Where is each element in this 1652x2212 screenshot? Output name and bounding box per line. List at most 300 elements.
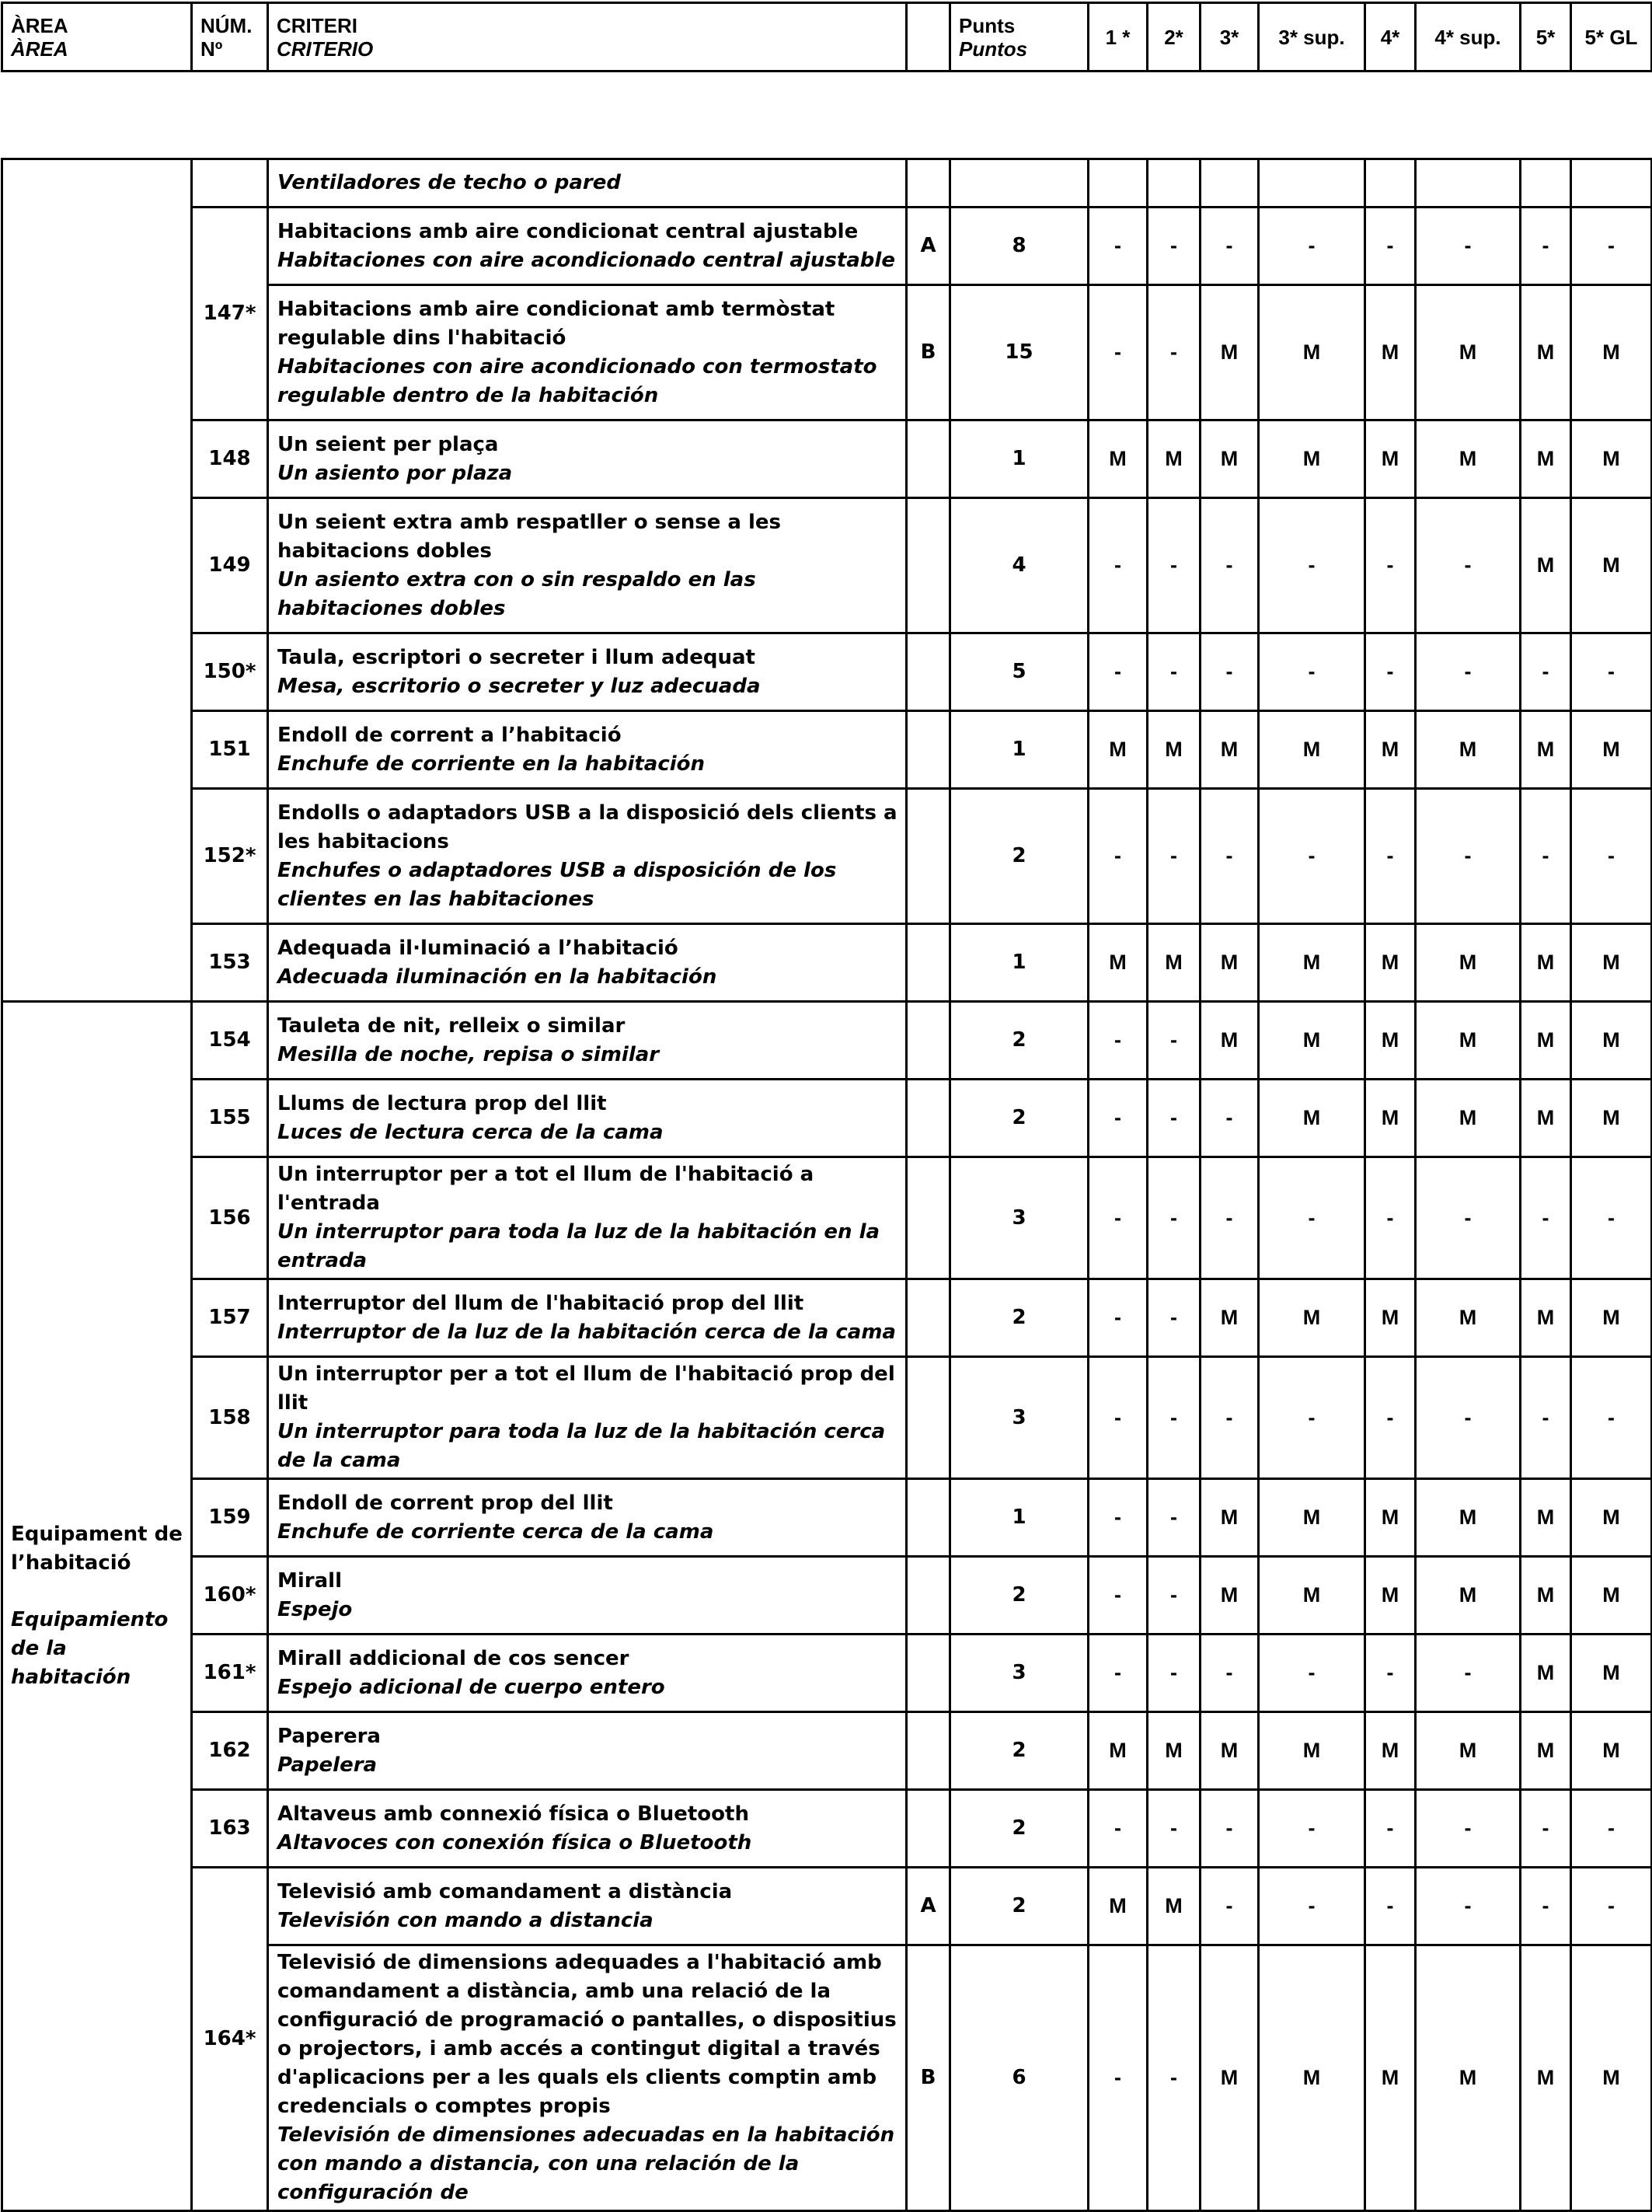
class-value: -: [1571, 1157, 1652, 1279]
class-value: M: [1259, 1712, 1365, 1790]
points-value: 1: [950, 420, 1089, 498]
criterion-text-ca: Habitacions amb aire condicionat amb termòstat regulable dins l'habitació: [277, 297, 835, 350]
option-letter: [907, 1635, 950, 1712]
class-value: M: [1089, 711, 1148, 789]
class-value: M: [1571, 1279, 1652, 1357]
criterion-text-es: Espejo: [277, 1597, 353, 1621]
class-header-5gl: 5* GL: [1571, 3, 1652, 72]
class-value: M: [1521, 1279, 1571, 1357]
criterion-text: [268, 1945, 907, 2211]
criterion-text-ca: Habitacions amb aire condicionat central ajustable: [277, 219, 859, 243]
class-value: M: [1259, 1479, 1365, 1557]
area-label-ca: Equipament de l’habitació: [11, 1523, 183, 1575]
table-row: [2, 1357, 1652, 1479]
criterion-text: [268, 1002, 907, 1080]
class-value: [1089, 159, 1148, 208]
points-value: 2: [950, 789, 1089, 924]
table-row: [2, 1479, 1652, 1557]
class-value: M: [1259, 420, 1365, 498]
class-value: -: [1365, 1868, 1416, 1945]
class-value: -: [1201, 1790, 1259, 1868]
class-value: -: [1089, 285, 1148, 420]
table-row: [2, 1868, 1652, 1945]
class-value: -: [1148, 498, 1201, 633]
class-value: -: [1148, 285, 1201, 420]
class-value: -: [1571, 633, 1652, 711]
criterion-text-ca: Mirall: [277, 1568, 342, 1593]
option-letter: [907, 498, 950, 633]
class-value: M: [1259, 1279, 1365, 1357]
class-header-1: 1 *: [1089, 3, 1148, 72]
class-value: -: [1259, 633, 1365, 711]
class-value: -: [1148, 1279, 1201, 1357]
option-letter: [907, 1557, 950, 1635]
class-value: M: [1416, 1279, 1521, 1357]
criterion-text: [268, 1868, 907, 1945]
class-value: M: [1201, 1479, 1259, 1557]
points-value: 2: [950, 1868, 1089, 1945]
class-value: M: [1571, 1080, 1652, 1157]
class-value: M: [1416, 420, 1521, 498]
class-value: M: [1365, 1557, 1416, 1635]
criterion-text-ca: Endolls o adaptadors USB a la disposició dels clients a les habitacions: [277, 801, 897, 853]
criterion-number: 159: [192, 1479, 268, 1557]
table-row: [2, 1557, 1652, 1635]
header-table: [1, 2, 1652, 72]
criterion-text: [268, 711, 907, 789]
points-value: 3: [950, 1357, 1089, 1479]
class-value: -: [1089, 208, 1148, 285]
class-value: -: [1521, 1157, 1571, 1279]
points-value: 5: [950, 633, 1089, 711]
class-value: -: [1416, 498, 1521, 633]
class-value: M: [1416, 285, 1521, 420]
class-value: [1416, 159, 1521, 208]
class-value: M: [1201, 711, 1259, 789]
class-value: -: [1521, 1357, 1571, 1479]
class-value: M: [1571, 711, 1652, 789]
table-row: [2, 1157, 1652, 1279]
class-value: M: [1201, 420, 1259, 498]
criteria-header: CRITERI CRITERIO: [268, 3, 907, 72]
criterion-text: [268, 1790, 907, 1868]
table-row: [2, 208, 1652, 285]
table-row: [2, 633, 1652, 711]
points-value: 2: [950, 1557, 1089, 1635]
class-value: M: [1259, 1945, 1365, 2211]
class-value: M: [1521, 1945, 1571, 2211]
table-row: [2, 1635, 1652, 1712]
class-value: -: [1571, 1790, 1652, 1868]
criterion-number: 156: [192, 1157, 268, 1279]
class-value: M: [1259, 924, 1365, 1002]
class-value: M: [1201, 285, 1259, 420]
class-value: -: [1089, 789, 1148, 924]
class-value: -: [1201, 498, 1259, 633]
class-value: -: [1089, 1945, 1148, 2211]
table-row: [2, 924, 1652, 1002]
option-letter: [907, 789, 950, 924]
class-value: M: [1365, 1002, 1416, 1080]
criterion-number: 152*: [192, 789, 268, 924]
criterion-text-es: Mesa, escritorio o secreter y luz adecuada: [277, 674, 761, 698]
class-value: [1201, 159, 1259, 208]
criterion-number: 161*: [192, 1635, 268, 1712]
class-value: M: [1201, 924, 1259, 1002]
class-header-5: 5*: [1521, 3, 1571, 72]
class-value: -: [1521, 789, 1571, 924]
class-value: -: [1148, 633, 1201, 711]
points-value: 4: [950, 498, 1089, 633]
area-header: ÀREA ÀREA: [2, 3, 192, 72]
class-value: -: [1148, 789, 1201, 924]
class-value: -: [1571, 789, 1652, 924]
num-header: NÚM. Nº: [192, 3, 268, 72]
class-value: M: [1148, 1712, 1201, 1790]
criterion-text-es: Adecuada iluminación en la habitación: [277, 965, 717, 989]
criterion-number: 149: [192, 498, 268, 633]
option-letter: [907, 1002, 950, 1080]
class-value: -: [1089, 1002, 1148, 1080]
class-value: -: [1571, 1868, 1652, 1945]
area-cell: [2, 159, 192, 1002]
class-value: -: [1416, 1635, 1521, 1712]
criterion-text-ca: Televisió de dimensions adequades a l'habitació amb comandament a distància, amb una relació de la configuració de programació o pantalles, o dispositius o projectors, i amb accés a contingut digital a través d'aplicacions per a les quals els clients comptin amb credencials o comptes propis: [277, 1951, 897, 2118]
points-header: Punts Puntos: [950, 3, 1089, 72]
class-value: -: [1259, 789, 1365, 924]
class-value: -: [1148, 1357, 1201, 1479]
class-value: M: [1571, 1945, 1652, 2211]
criterion-number: 162: [192, 1712, 268, 1790]
criterion-number: 147*: [192, 208, 268, 420]
class-value: -: [1148, 1945, 1201, 2211]
option-letter: B: [907, 285, 950, 420]
class-value: M: [1571, 1479, 1652, 1557]
class-value: M: [1521, 498, 1571, 633]
criterion-text-es: Enchufe de corriente cerca de la cama: [277, 1519, 714, 1544]
class-value: M: [1365, 420, 1416, 498]
class-value: -: [1148, 1002, 1201, 1080]
class-value: M: [1416, 1002, 1521, 1080]
class-value: -: [1201, 1357, 1259, 1479]
class-value: M: [1365, 1279, 1416, 1357]
class-value: M: [1416, 1945, 1521, 2211]
criterion-text-ca: Altaveus amb connexió física o Bluetooth: [277, 1802, 749, 1826]
criterion-text: [268, 1157, 907, 1279]
class-value: -: [1259, 1790, 1365, 1868]
class-value: M: [1365, 1479, 1416, 1557]
criterion-number: 155: [192, 1080, 268, 1157]
criterion-text-es: Espejo adicional de cuerpo entero: [277, 1675, 665, 1699]
criterion-text-es: Interruptor de la luz de la habitación cerca de la cama: [277, 1320, 896, 1344]
area-label-es: Equipamiento de la habitación: [11, 1608, 169, 1689]
criterion-text: [268, 285, 907, 420]
class-value: -: [1521, 1790, 1571, 1868]
class-header-3: 3*: [1201, 3, 1259, 72]
criterion-text-es: Televisión con mando a distancia: [277, 1908, 653, 1932]
option-header: [907, 3, 950, 72]
criterion-text-ca: Un seient per plaça: [277, 432, 499, 456]
points-value: 8: [950, 208, 1089, 285]
criterion-number: 148: [192, 420, 268, 498]
class-value: -: [1416, 633, 1521, 711]
criterion-text-es: Altavoces con conexión física o Bluetooth: [277, 1830, 752, 1854]
class-value: -: [1201, 1868, 1259, 1945]
class-value: -: [1521, 1868, 1571, 1945]
option-letter: B: [907, 1945, 950, 2211]
option-letter: [907, 711, 950, 789]
option-letter: [907, 1080, 950, 1157]
criterion-text-es: Habitaciones con aire acondicionado central ajustable: [277, 248, 895, 272]
class-value: M: [1571, 498, 1652, 633]
criterion-text: [268, 1557, 907, 1635]
criterion-number: 151: [192, 711, 268, 789]
class-value: M: [1365, 1712, 1416, 1790]
class-value: -: [1148, 1157, 1201, 1279]
class-value: M: [1148, 1868, 1201, 1945]
criterion-text-ca: Endoll de corrent a l’habitació: [277, 723, 622, 747]
class-value: M: [1089, 924, 1148, 1002]
class-value: -: [1201, 633, 1259, 711]
criterion-text-ca: Adequada il·luminació a l’habitació: [277, 936, 678, 960]
class-value: M: [1521, 1635, 1571, 1712]
criterion-text-es: Un interruptor para toda la luz de la habitación cerca de la cama: [277, 1420, 886, 1472]
class-value: -: [1521, 633, 1571, 711]
criterion-text-es: Un interruptor para toda la luz de la habitación en la entrada: [277, 1220, 880, 1272]
class-value: -: [1201, 789, 1259, 924]
class-value: M: [1571, 1635, 1652, 1712]
class-value: M: [1521, 285, 1571, 420]
class-value: -: [1089, 1157, 1148, 1279]
class-value: M: [1521, 1479, 1571, 1557]
class-value: M: [1571, 1712, 1652, 1790]
class-value: M: [1201, 1279, 1259, 1357]
option-letter: [907, 1279, 950, 1357]
class-value: -: [1259, 498, 1365, 633]
class-value: M: [1089, 420, 1148, 498]
criteria-rows: [2, 159, 1652, 2211]
criterion-text-ca: Un seient extra amb respatller o sense a les habitacions dobles: [277, 510, 782, 563]
criterion-text: [268, 208, 907, 285]
criterion-text-ca: Paperera: [277, 1724, 381, 1748]
points-value: 1: [950, 924, 1089, 1002]
option-letter: [907, 924, 950, 1002]
criterion-text: [268, 633, 907, 711]
class-header-4sup: 4* sup.: [1416, 3, 1521, 72]
criterion-text: [268, 789, 907, 924]
class-value: -: [1201, 1635, 1259, 1712]
class-header-4: 4*: [1365, 3, 1416, 72]
criterion-text-ca: Endoll de corrent prop del llit: [277, 1491, 613, 1515]
criterion-text-ca: Televisió amb comandament a distància: [277, 1879, 733, 1903]
class-value: M: [1416, 924, 1521, 1002]
class-value: M: [1416, 711, 1521, 789]
table-row: [2, 711, 1652, 789]
criterion-text-ca: Taula, escriptori o secreter i llum adequat: [277, 645, 755, 669]
class-value: -: [1259, 1157, 1365, 1279]
table-row: [2, 1790, 1652, 1868]
class-value: -: [1365, 1157, 1416, 1279]
class-value: [1571, 159, 1652, 208]
class-value: [1521, 159, 1571, 208]
points-value: 15: [950, 285, 1089, 420]
class-value: -: [1089, 1279, 1148, 1357]
criterion-text-es: Luces de lectura cerca de la cama: [277, 1120, 664, 1144]
points-value: 3: [950, 1157, 1089, 1279]
class-value: [1148, 159, 1201, 208]
class-value: -: [1416, 1357, 1521, 1479]
criterion-text: [268, 159, 907, 208]
points-value: 6: [950, 1945, 1089, 2211]
class-value: -: [1365, 1635, 1416, 1712]
table-row: [2, 1279, 1652, 1357]
area-cell: [2, 1002, 192, 2211]
criterion-text-ca: Un interruptor per a tot el llum de l'habitació prop del llit: [277, 1362, 895, 1415]
criterion-number: 158: [192, 1357, 268, 1479]
points-value: 2: [950, 1712, 1089, 1790]
criterion-text: [268, 1479, 907, 1557]
criterion-text-ca: Mirall addicional de cos sencer: [277, 1646, 629, 1670]
option-letter: [907, 1357, 950, 1479]
class-value: M: [1416, 1479, 1521, 1557]
criterion-text-es: Un asiento extra con o sin respaldo en las habitaciones dobles: [277, 567, 756, 620]
criterion-text: [268, 1279, 907, 1357]
criterion-text-es: Mesilla de noche, repisa o similar: [277, 1042, 660, 1066]
class-value: -: [1416, 208, 1521, 285]
criterion-number: 153: [192, 924, 268, 1002]
criterion-number: 157: [192, 1279, 268, 1357]
class-value: M: [1201, 1557, 1259, 1635]
class-value: M: [1416, 1080, 1521, 1157]
class-value: -: [1089, 1479, 1148, 1557]
class-value: -: [1148, 208, 1201, 285]
criterion-text-es: Papelera: [277, 1753, 378, 1777]
criterion-number: [192, 159, 268, 208]
table-row: [2, 159, 1652, 208]
criterion-text: [268, 924, 907, 1002]
table-row: [2, 420, 1652, 498]
class-value: -: [1148, 1790, 1201, 1868]
class-value: -: [1201, 208, 1259, 285]
option-letter: [907, 420, 950, 498]
class-value: -: [1089, 1790, 1148, 1868]
class-value: -: [1365, 208, 1416, 285]
criterion-text-ca: Un interruptor per a tot el llum de l'habitació a l'entrada: [277, 1163, 814, 1215]
class-value: -: [1416, 1790, 1521, 1868]
criterion-text-ca: Tauleta de nit, relleix o similar: [277, 1014, 626, 1038]
class-value: M: [1571, 1557, 1652, 1635]
points-value: 2: [950, 1279, 1089, 1357]
class-value: -: [1148, 1479, 1201, 1557]
criterion-number: 164*: [192, 1868, 268, 2211]
class-value: M: [1089, 1868, 1148, 1945]
criterion-text-es: Habitaciones con aire acondicionado con termostato regulable dentro de la habitación: [277, 354, 877, 407]
class-value: -: [1201, 1157, 1259, 1279]
class-value: -: [1259, 1635, 1365, 1712]
points-value: 1: [950, 1479, 1089, 1557]
class-value: [1259, 159, 1365, 208]
option-letter: [907, 1479, 950, 1557]
class-value: M: [1521, 1557, 1571, 1635]
option-letter: A: [907, 1868, 950, 1945]
criteria-table: [1, 158, 1652, 2212]
criterion-text: [268, 1357, 907, 1479]
class-value: -: [1416, 1868, 1521, 1945]
class-value: M: [1148, 924, 1201, 1002]
class-value: -: [1416, 1157, 1521, 1279]
class-value: M: [1365, 1080, 1416, 1157]
class-value: -: [1259, 1868, 1365, 1945]
criterion-text: [268, 1635, 907, 1712]
class-header-3sup: 3* sup.: [1259, 3, 1365, 72]
class-value: -: [1571, 1357, 1652, 1479]
class-value: [1365, 159, 1416, 208]
criterion-text-es: Enchufes o adaptadores USB a disposición de los clientes en las habitaciones: [277, 858, 837, 911]
table-row: [2, 498, 1652, 633]
option-letter: [907, 1157, 950, 1279]
class-value: -: [1416, 789, 1521, 924]
points-value: 2: [950, 1080, 1089, 1157]
criterion-text-es: Enchufe de corriente en la habitación: [277, 752, 706, 776]
class-value: M: [1259, 1557, 1365, 1635]
class-value: M: [1571, 420, 1652, 498]
criterion-text: [268, 498, 907, 633]
class-value: -: [1365, 1790, 1416, 1868]
criterion-text-ca: Interruptor del llum de l'habitació prop del llit: [277, 1291, 804, 1315]
criterion-number: 150*: [192, 633, 268, 711]
class-value: M: [1201, 1712, 1259, 1790]
class-value: M: [1259, 1002, 1365, 1080]
option-letter: [907, 633, 950, 711]
class-value: M: [1521, 420, 1571, 498]
class-value: M: [1365, 285, 1416, 420]
class-value: -: [1089, 1357, 1148, 1479]
class-value: M: [1259, 711, 1365, 789]
table-row: [2, 789, 1652, 924]
table-row: [2, 1002, 1652, 1080]
option-letter: [907, 1790, 950, 1868]
option-letter: [907, 1712, 950, 1790]
criterion-text-ca: Llums de lectura prop del llit: [277, 1091, 607, 1115]
class-value: M: [1521, 924, 1571, 1002]
class-value: -: [1148, 1557, 1201, 1635]
class-value: -: [1148, 1635, 1201, 1712]
criterion-text-es: Televisión de dimensiones adecuadas en la habitación con mando a distancia, con una relación de la configuración de: [277, 2123, 895, 2204]
class-value: -: [1259, 208, 1365, 285]
class-value: M: [1571, 285, 1652, 420]
class-value: -: [1259, 1357, 1365, 1479]
class-value: M: [1521, 711, 1571, 789]
criterion-number: 160*: [192, 1557, 268, 1635]
class-value: -: [1148, 1080, 1201, 1157]
class-value: M: [1148, 420, 1201, 498]
option-letter: [907, 159, 950, 208]
class-value: -: [1365, 498, 1416, 633]
class-value: M: [1416, 1557, 1521, 1635]
criterion-text-es: Un asiento por plaza: [277, 461, 513, 485]
class-value: -: [1089, 1557, 1148, 1635]
class-header-2: 2*: [1148, 3, 1201, 72]
class-value: -: [1089, 1080, 1148, 1157]
points-value: [950, 159, 1089, 208]
class-value: M: [1259, 285, 1365, 420]
table-row: [2, 1080, 1652, 1157]
class-value: M: [1521, 1712, 1571, 1790]
criterion-number: 163: [192, 1790, 268, 1868]
class-value: M: [1365, 1945, 1416, 2211]
points-value: 2: [950, 1790, 1089, 1868]
class-value: M: [1571, 1002, 1652, 1080]
